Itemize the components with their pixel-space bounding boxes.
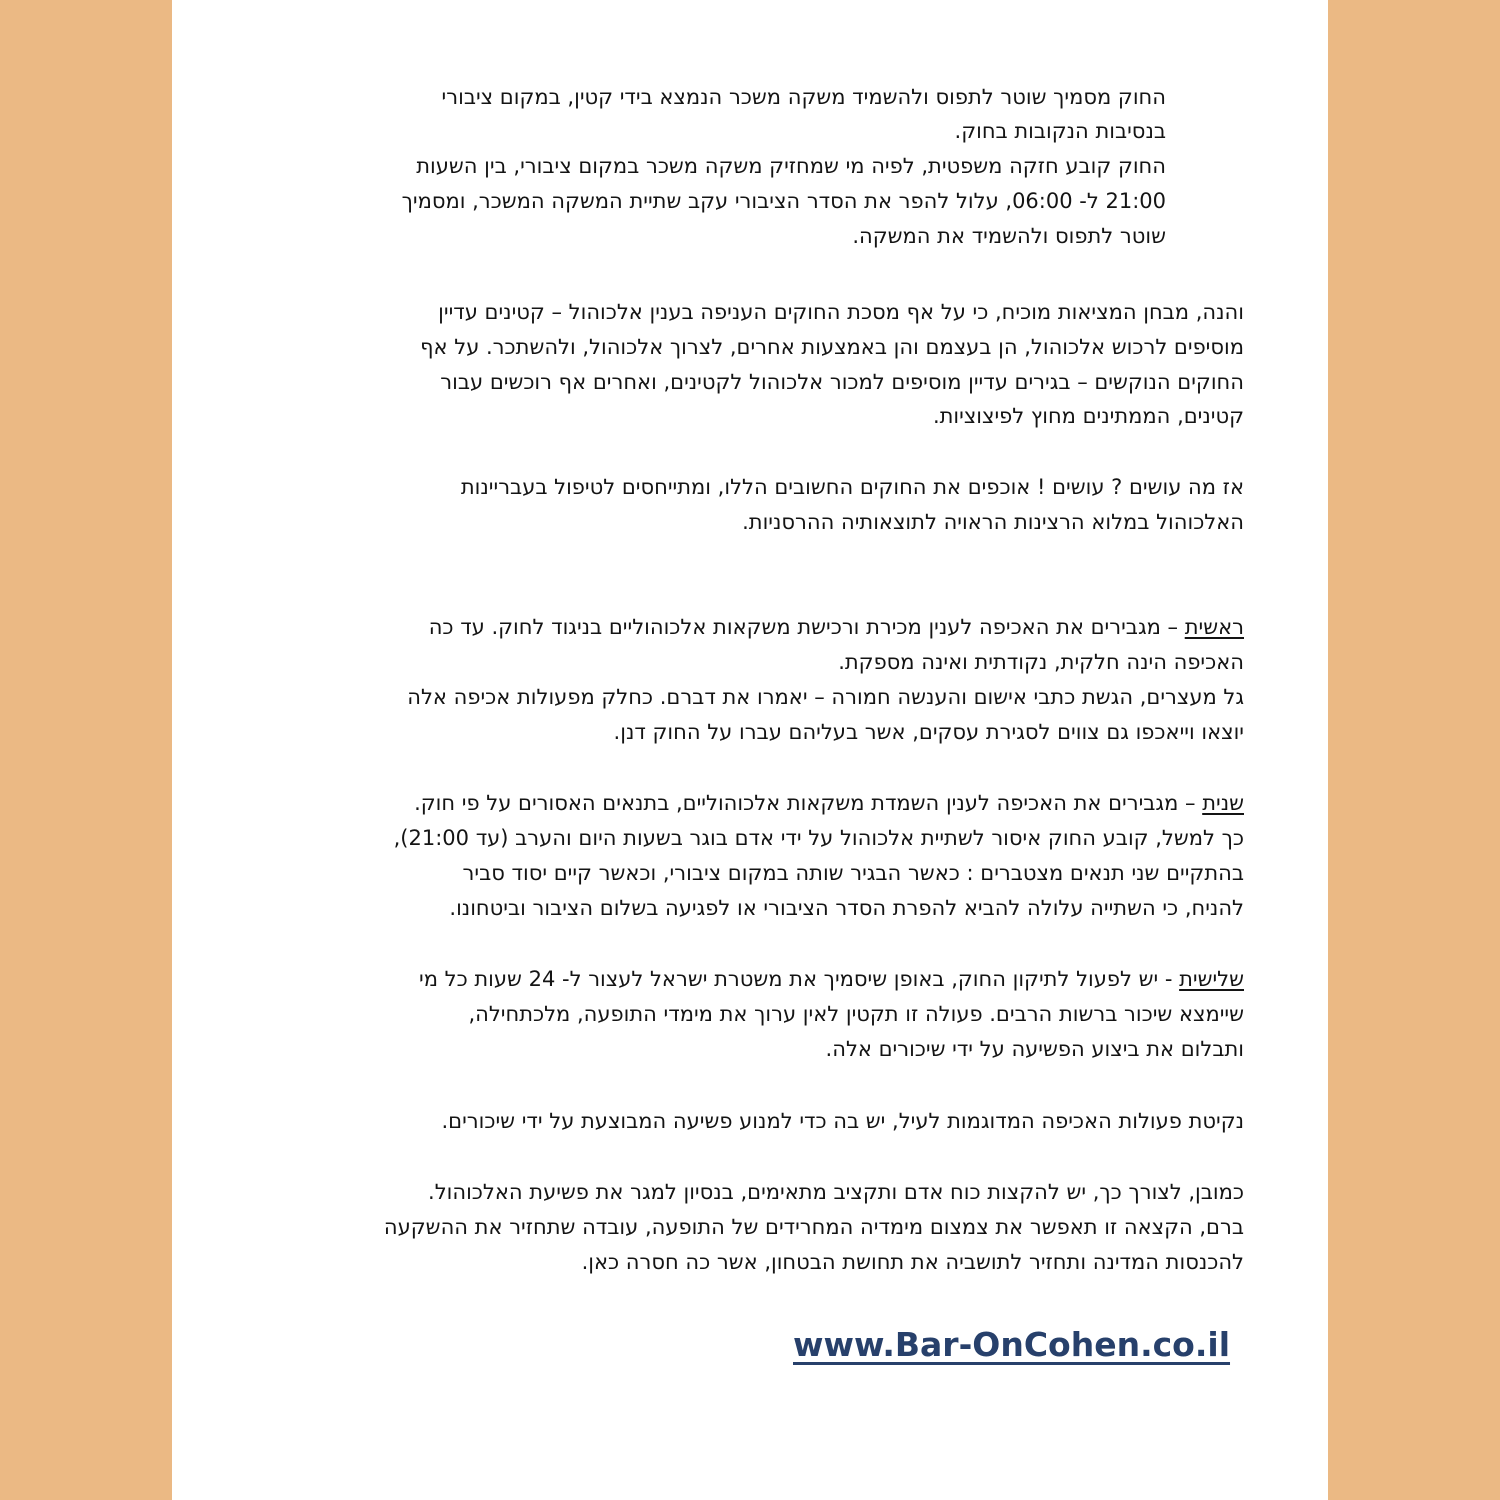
text-line [429,610,1244,644]
text-line: ברם, הקצאה זו תאפשר את צמצום מימדיה המחרידים של התופעה, עובדה שתחזיר את ההשקעה [383,1215,1244,1239]
text-span: – מגבירים את האכיפה לענין מכירת ורכישת משקאות אלכוהוליים בניגוד לחוק. עד כה [428,615,1185,639]
text-line: 21:00 ל- 06:00, עלול להפר את הסדר הציבורי עקב שתיית המשקה המשכר, ומסמיך [401,189,1166,213]
text-span: – מגבירים את האכיפה לענין השמדת משקאות אלכוהוליים, בתנאים האסורים על פי חוק. [414,791,1203,815]
text-line [419,962,1244,996]
text-line: שיימצא שיכור ברשות הרבים. פעולה זו תקטין לאין ערוך את מימדי התופעה, מלכתחילה, [468,1002,1244,1026]
website-link[interactable]: www.Bar-OnCohen.co.il [793,1325,1231,1364]
section-heading: שנית [1202,791,1244,815]
text-line: האכיפה הינה חלקית, נקודתית ואינה מספקת. [838,650,1244,674]
text-line: להכנסות המדינה ותחזיר לתושביה את תחושת הבטחון, אשר כה חסרה כאן. [581,1250,1244,1274]
text-line: כמובן, לצורך כך, יש להקצות כוח אדם ותקציב מתאימים, בנסיון למגר את פשיעת האלכוהול. [428,1180,1244,1204]
document-page [172,0,1328,1500]
text-line: נקיטת פעולות האכיפה המדוגמות לעיל, יש בה כדי למנוע פשיעה המבוצעת על ידי שיכורים. [441,1109,1244,1133]
text-line [414,786,1244,820]
text-line: בנסיבות הנקובות בחוק. [954,119,1166,143]
text-line: גל מעצרים, הגשת כתבי אישום והענשה חמורה – יאמרו את דברם. כחלק מפעולות אכיפה אלה [407,685,1244,709]
text-line: אז מה עושים ? עושים ! אוכפים את החוקים החשובים הללו, ומתייחסים לטיפול בעבריינות [460,475,1244,499]
text-line: החוק מסמיך שוטר לתפוס ולהשמיד משקה משכר הנמצא בידי קטין, במקום ציבורי [441,85,1166,109]
text-line: להניח, כי השתייה עלולה להביא להפרת הסדר הציבורי או לפגיעה בשלום הציבור וביטחונו. [449,896,1244,920]
text-line: והנה, מבחן המציאות מוכיח, כי על אף מסכת החוקים העניפה בענין אלכוהול – קטינים עדיין [438,300,1244,324]
text-line: קטינים, הממתינים מחוץ לפיצוציות. [932,404,1244,428]
document-body [172,0,1328,1500]
text-line: שוטר לתפוס ולהשמיד את המשקה. [852,224,1166,248]
text-line: ותבלום את ביצוע הפשיעה על ידי שיכורים אלה. [825,1037,1244,1061]
section-heading: שלישית [1179,967,1244,991]
text-line: האלכוהול במלוא הרצינות הראויה לתוצאותיה ההרסניות. [742,510,1244,534]
text-span: - יש לפעול לתיקון החוק, באופן שיסמיך את משטרת ישראל לעצור ל- 24 שעות כל מי [419,967,1180,991]
section-heading: ראשית [1184,615,1244,639]
text-line: החוקים הנוקשים – בגירים עדיין מוסיפים למכור אלכוהול לקטינים, ואחרים אף רוכשים עבור [440,370,1244,394]
text-line: כך למשל, קובע החוק איסור לשתיית אלכוהול על ידי אדם בוגר בשעות היום והערב (עד 21:00), [393,826,1244,850]
text-line: החוק קובע חזקה משפטית, לפיה מי שמחזיק משקה משכר במקום ציבורי, בין השעות [416,154,1166,178]
text-line: מוסיפים לרכוש אלכוהול, הן בעצמם והן באמצעות אחרים, לצרוך אלכוהול, ולהשתכר. על אף [420,335,1244,359]
text-line: בהתקיים שני תנאים מצטברים : כאשר הבגיר שותה במקום ציבורי, וכאשר קיים יסוד סביר [462,861,1244,885]
text-line: יוצאו וייאכפו גם צווים לסגירת עסקים, אשר בעליהם עברו על החוק דנן. [613,720,1244,744]
